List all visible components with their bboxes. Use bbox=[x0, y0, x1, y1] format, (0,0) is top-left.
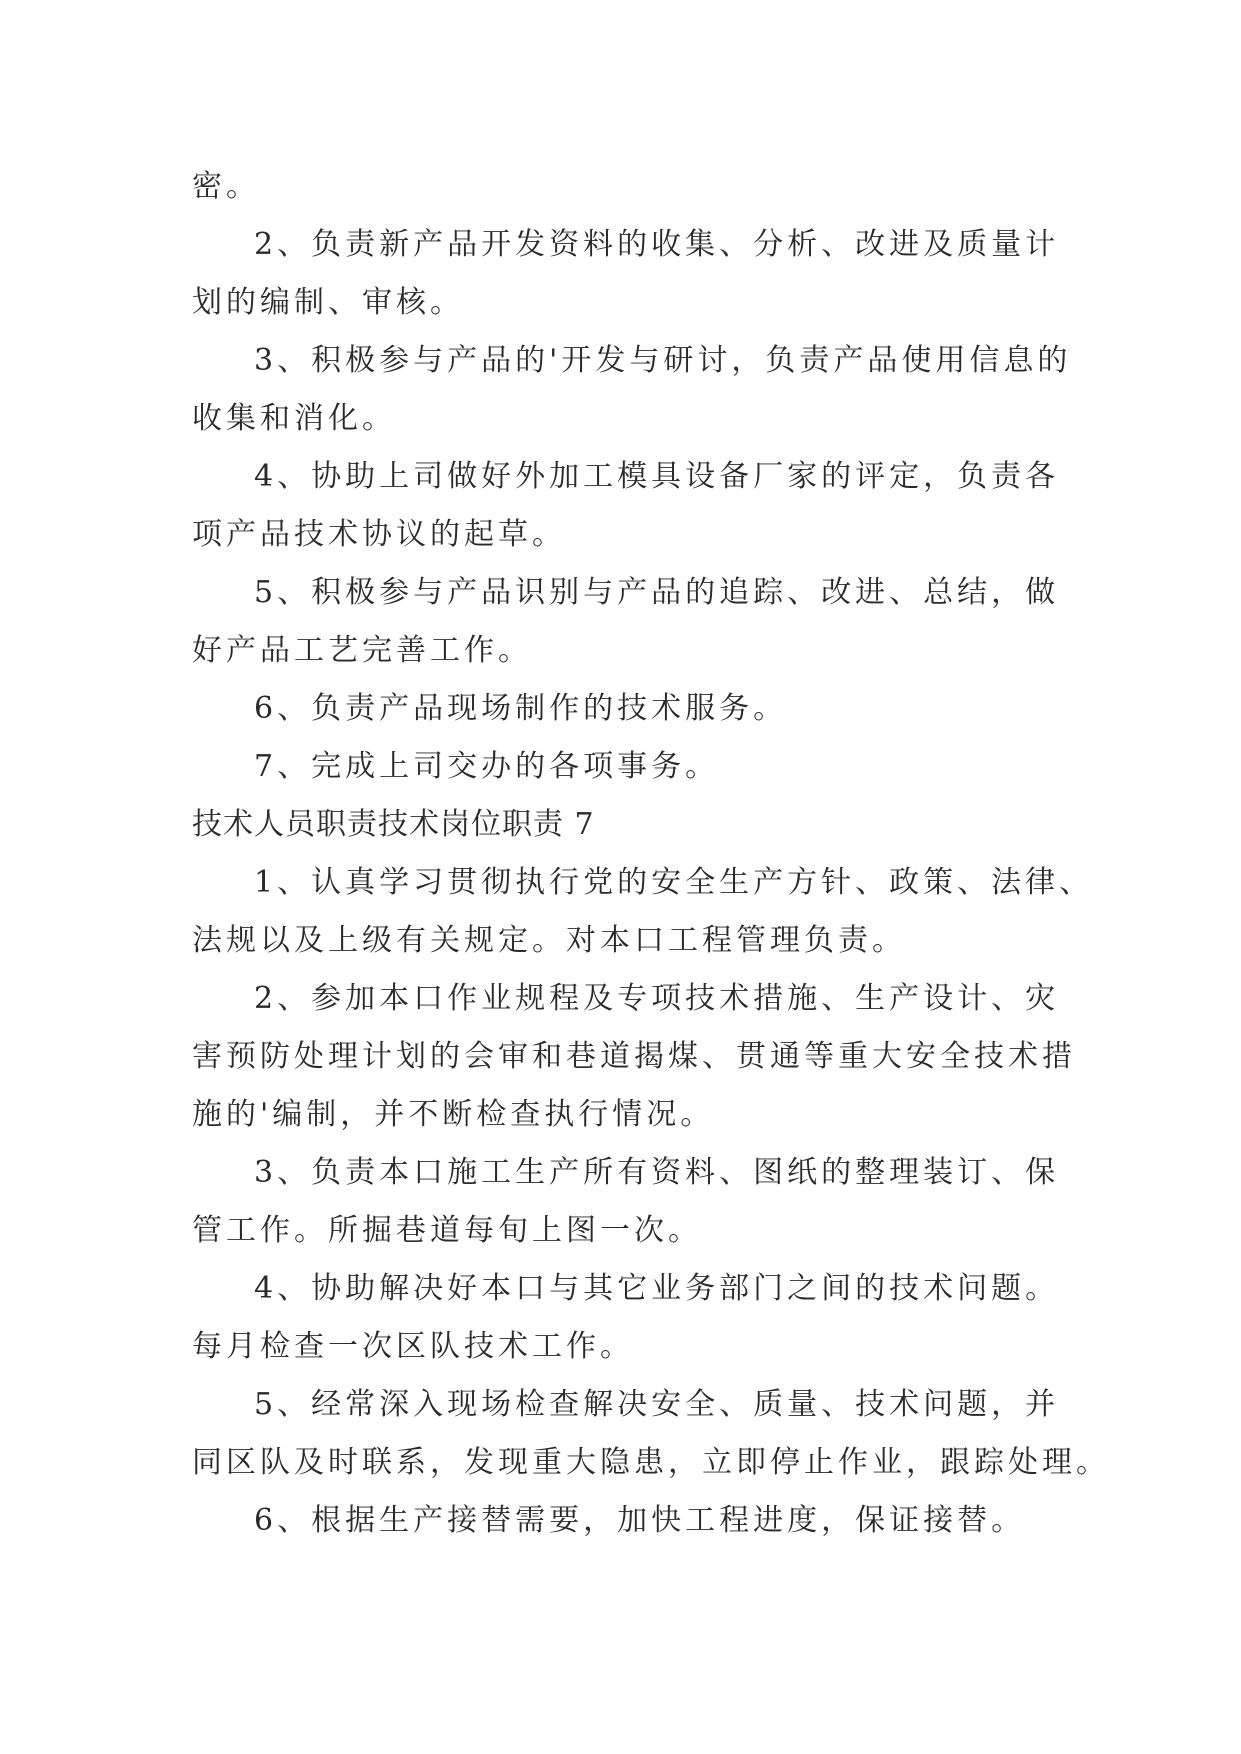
list-item-start: 6、负责产品现场制作的技术服务。 bbox=[254, 691, 788, 726]
text-line: 划的编制、审核。 bbox=[192, 285, 464, 320]
list-item-start: 6、根据生产接替需要，加快工程进度，保证接替。 bbox=[254, 1503, 1026, 1538]
document-body bbox=[192, 158, 1110, 1550]
list-item-start: 5、积极参与产品识别与产品的追踪、改进、总结，做 bbox=[254, 575, 1060, 610]
text-line: 好产品工艺完善工作。 bbox=[192, 633, 532, 668]
text-line: 收集和消化。 bbox=[192, 401, 396, 436]
list-item-start: 7、完成上司交办的各项事务。 bbox=[254, 749, 720, 784]
list-item-start: 1、认真学习贯彻执行党的安全生产方针、政策、法律、 bbox=[254, 865, 1094, 900]
text-line: 管工作。所掘巷道每旬上图一次。 bbox=[192, 1213, 702, 1248]
list-item-start: 5、经常深入现场检查解决安全、质量、技术问题，并 bbox=[254, 1387, 1060, 1422]
text-line: 密。 bbox=[192, 169, 260, 204]
list-item-start: 3、负责本口施工生产所有资料、图纸的整理装订、保 bbox=[254, 1155, 1060, 1190]
text-line: 施的'编制，并不断检查执行情况。 bbox=[192, 1097, 715, 1132]
text-line: 同区队及时联系，发现重大隐患，立即停止作业，跟踪处理。 bbox=[192, 1445, 1110, 1480]
text-line: 法规以及上级有关规定。对本口工程管理负责。 bbox=[192, 923, 906, 958]
list-item-start: 2、负责新产品开发资料的收集、分析、改进及质量计 bbox=[254, 227, 1060, 262]
list-item-start: 2、参加本口作业规程及专项技术措施、生产设计、灾 bbox=[254, 981, 1060, 1016]
text-line: 害预防处理计划的会审和巷道揭煤、贯通等重大安全技术措 bbox=[192, 1039, 1076, 1074]
section-heading: 技术人员职责技术岗位职责 7 bbox=[192, 807, 595, 842]
text-line: 项产品技术协议的起草。 bbox=[192, 517, 566, 552]
list-item-start: 3、积极参与产品的'开发与研讨，负责产品使用信息的 bbox=[254, 343, 1072, 378]
text-line: 每月检查一次区队技术工作。 bbox=[192, 1329, 634, 1364]
list-item-start: 4、协助解决好本口与其它业务部门之间的技术问题。 bbox=[254, 1271, 1060, 1306]
list-item-start: 4、协助上司做好外加工模具设备厂家的评定，负责各 bbox=[254, 459, 1060, 494]
